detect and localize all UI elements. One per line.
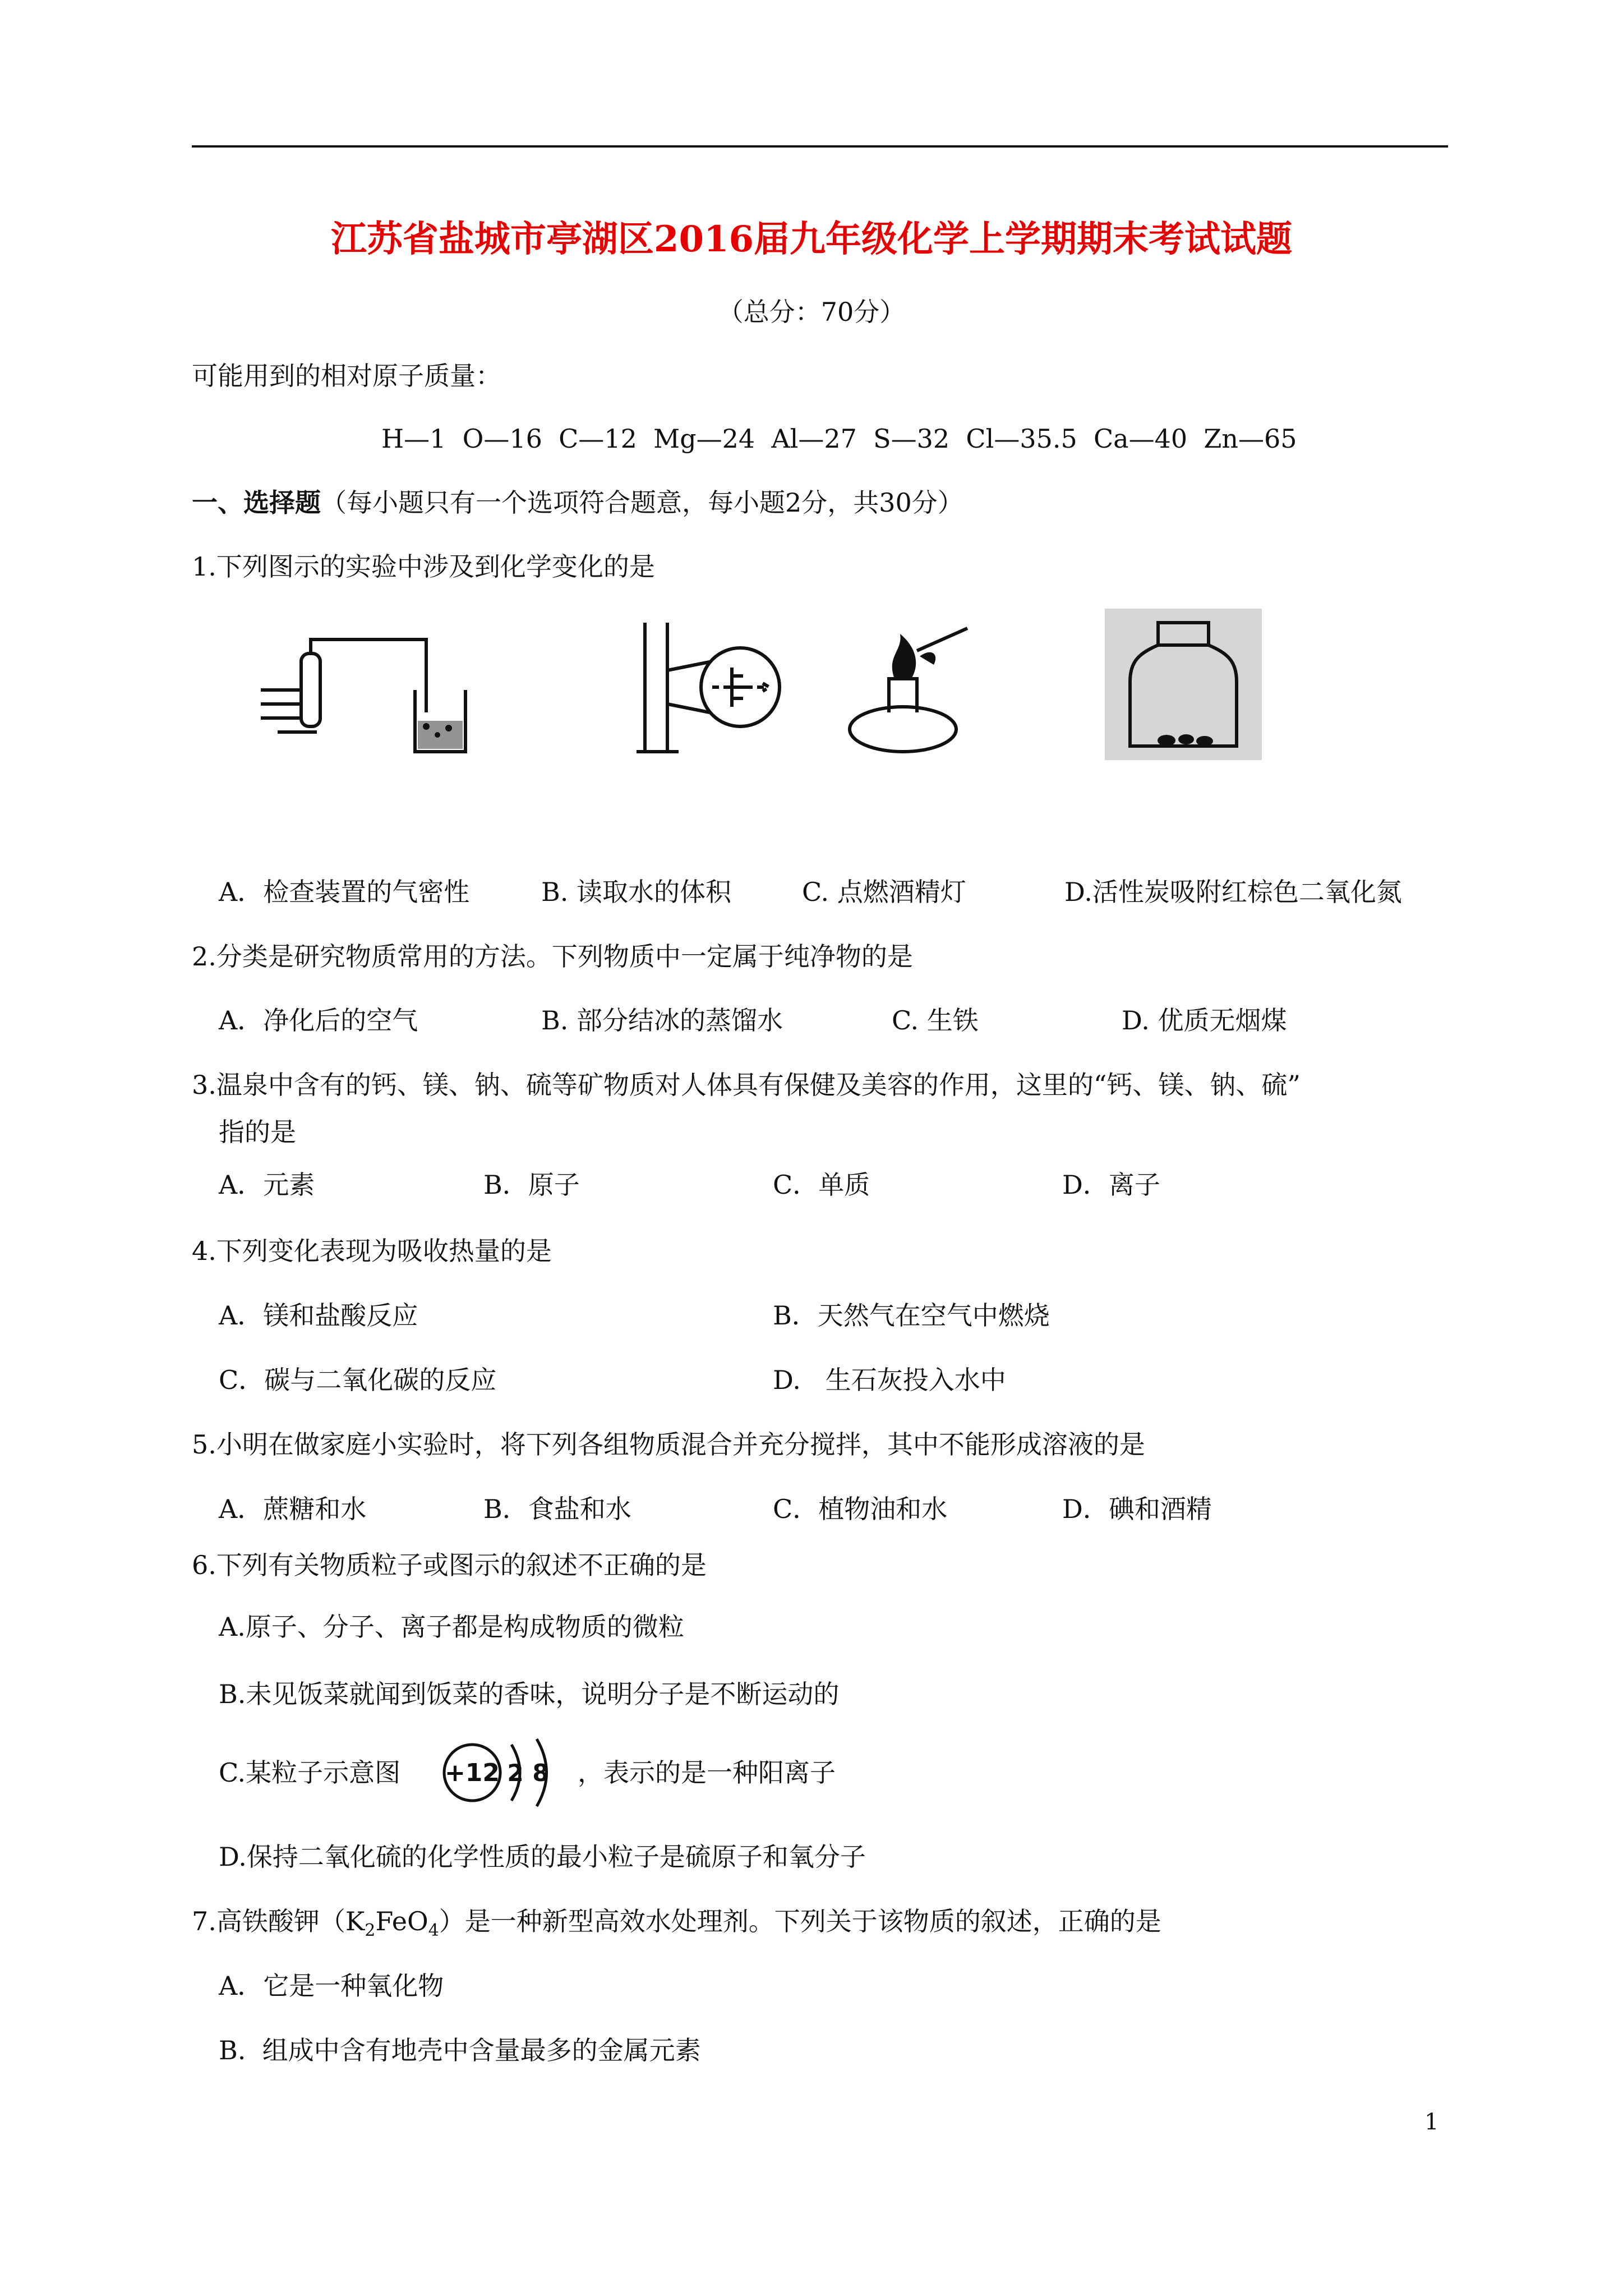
atomic-mass-intro: 可能用到的相对原子质量： (192, 361, 501, 391)
q3-option-a: A．元素 (219, 1170, 315, 1200)
q6-option-d: D.保持二氧化硫的化学性质的最小粒子是硫原子和氧分子 (219, 1842, 866, 1872)
section-note: （每小题只有一个选项符合题意，每小题2分，共30分） (321, 487, 963, 518)
q7-subscript-1: 2 (365, 1921, 376, 1941)
q5-option-a: A．蔗糖和水 (219, 1494, 367, 1524)
q7-subscript-2: 4 (428, 1921, 439, 1941)
top-rule (192, 145, 1448, 148)
q7-option-b: B. 组成中含有地壳中含量最多的金属元素 (219, 2035, 701, 2065)
q7-stem-part-a: 7.高铁酸钾（K (192, 1906, 365, 1936)
q6-option-b: B.未见饭菜就闻到饭菜的香味，说明分子是不断运动的 (219, 1679, 840, 1709)
q1-stem: 1.下列图示的实验中涉及到化学变化的是 (192, 551, 655, 582)
q2-option-b: B. 部分结冰的蒸馏水 (541, 1005, 783, 1036)
q3-option-b: B．原子 (483, 1170, 580, 1200)
page-title: 江苏省盐城市亭湖区2016届九年级化学上学期期末考试试题 (330, 218, 1293, 260)
q2-option-c: C. 生铁 (892, 1005, 979, 1036)
q3-option-d: D．离子 (1062, 1170, 1160, 1200)
q4-option-d: D. 生石灰投入水中 (773, 1365, 1006, 1395)
section-title: 一、选择题 (192, 487, 321, 518)
graduated-cylinder-figure (628, 617, 796, 763)
q7-stem-part-b: FeO (375, 1906, 428, 1936)
atomic-mass-list: H—1 O—16 C—12 Mg—24 Al—27 S—32 Cl—35.5 Ca—40 Zn—65 (381, 424, 1297, 454)
q7-stem (192, 1904, 1161, 1948)
shell-2-electrons: 8 (532, 1759, 549, 1787)
q5-option-b: B．食盐和水 (483, 1494, 631, 1524)
q3-stem: 3.温泉中含有的钙、镁、钠、硫等矿物质对人体具有保健及美容的作用，这里的“钙、镁、钠、硫” (192, 1070, 1301, 1100)
q3-stem-cont: 指的是 (219, 1117, 296, 1147)
activated-carbon-bottle-figure (1105, 609, 1262, 760)
q7-option-a: A．它是一种氧化物 (219, 1971, 444, 2001)
q6-option-a: A.原子、分子、离子都是构成物质的微粒 (219, 1612, 684, 1642)
q4-option-b: B．天然气在空气中燃烧 (773, 1300, 1050, 1331)
section-heading (192, 486, 963, 519)
q6-option-c: C.某粒子示意图 (219, 1757, 401, 1788)
q2-stem: 2.分类是研究物质常用的方法。下列物质中一定属于纯净物的是 (192, 941, 913, 972)
airtightness-apparatus-figure (255, 628, 491, 757)
alcohol-lamp-figure (841, 617, 976, 757)
q2-option-d: D. 优质无烟煤 (1122, 1005, 1287, 1036)
q5-stem: 5.小明在做家庭小实验时，将下列各组物质混合并充分搅拌，其中不能形成溶液的是 (192, 1429, 1145, 1460)
q4-option-a: A．镁和盐酸反应 (219, 1300, 418, 1331)
shell-1-electrons: 2 (507, 1759, 524, 1787)
q6-stem: 6.下列有关物质粒子或图示的叙述不正确的是 (192, 1550, 707, 1580)
q4-stem: 4.下列变化表现为吸收热量的是 (192, 1236, 552, 1266)
q4-option-c: C．碳与二氧化碳的反应 (219, 1365, 497, 1395)
q6-option-c-cont: ，表示的是一种阳离子 (578, 1757, 836, 1788)
q1-option-d: D.活性炭吸附红棕色二氧化氮 (1064, 877, 1402, 907)
q7-stem-part-c: ）是一种新型高效水处理剂。下列关于该物质的叙述，正确的是 (439, 1906, 1161, 1936)
q2-option-a: A．净化后的空气 (219, 1005, 418, 1036)
q5-option-c: C．植物油和水 (773, 1494, 948, 1524)
q3-option-c: C．单质 (773, 1170, 870, 1200)
q1-option-c: C. 点燃酒精灯 (802, 877, 966, 907)
page-number: 1 (1424, 2109, 1439, 2135)
nucleus-charge: +12 (444, 1759, 500, 1787)
q1-option-b: B. 读取水的体积 (541, 877, 732, 907)
atom-structure-diagram (439, 1731, 568, 1815)
q5-option-d: D．碘和酒精 (1062, 1494, 1212, 1524)
q1-option-a: A．检查装置的气密性 (219, 877, 470, 907)
total-score: （总分：70分） (717, 297, 906, 327)
